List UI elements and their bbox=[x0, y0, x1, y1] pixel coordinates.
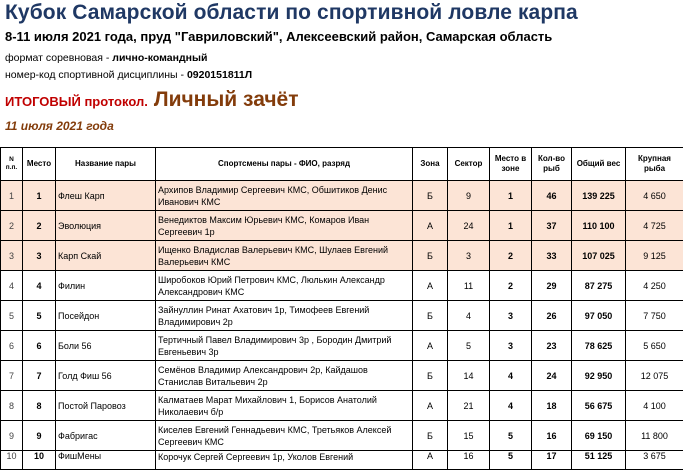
page-title: Кубок Самарской области по спортивной ловле карпа bbox=[5, 1, 578, 25]
code-line bbox=[5, 69, 252, 81]
col-header-num: N п.п. bbox=[1, 148, 23, 181]
row-team: Филин bbox=[56, 271, 156, 301]
row-team: Эволюция bbox=[56, 211, 156, 241]
format-line bbox=[5, 52, 207, 64]
row-place-in-zone: 5 bbox=[490, 451, 532, 470]
code-value: 0920151811Л bbox=[187, 69, 252, 81]
row-total-weight: 110 100 bbox=[572, 211, 626, 241]
format-value: лично-командный bbox=[112, 52, 207, 64]
row-big-fish: 4 250 bbox=[626, 271, 683, 301]
row-athletes: Калматаев Марат Михайлович 1, Борисов Анатолий Николаевич б/р bbox=[156, 391, 413, 421]
row-place: 7 bbox=[23, 361, 56, 391]
row-big-fish: 3 675 bbox=[626, 451, 683, 470]
row-total-weight: 92 950 bbox=[572, 361, 626, 391]
row-place-in-zone: 5 bbox=[490, 421, 532, 451]
row-zone: А bbox=[413, 271, 448, 301]
row-big-fish: 11 800 bbox=[626, 421, 683, 451]
row-total-weight: 69 150 bbox=[572, 421, 626, 451]
row-team: Флеш Карп bbox=[56, 181, 156, 211]
code-label: номер-код спортивной дисциплины - bbox=[5, 69, 187, 81]
table-row bbox=[1, 241, 683, 271]
row-fish-count: 37 bbox=[532, 211, 572, 241]
row-num: 1 bbox=[1, 181, 23, 211]
row-total-weight: 107 025 bbox=[572, 241, 626, 271]
col-header-place-zone: Место в зоне bbox=[490, 148, 532, 181]
row-team: Фабригас bbox=[56, 421, 156, 451]
event-subtitle: 8-11 июля 2021 года, пруд "Гавриловский", Алексеевский район, Самарская область bbox=[5, 29, 552, 44]
row-athletes: Корочук Сергей Сергеевич 1р, Уколов Евгений bbox=[156, 451, 413, 470]
row-fish-count: 16 bbox=[532, 421, 572, 451]
row-athletes: Широбоков Юрий Петрович КМС, Люлькин Александр Александрович КМС bbox=[156, 271, 413, 301]
col-header-place: Место bbox=[23, 148, 56, 181]
row-total-weight: 78 625 bbox=[572, 331, 626, 361]
table-row bbox=[1, 301, 683, 331]
row-athletes: Венедиктов Максим Юрьевич КМС, Комаров Иван Сергеевич 1р bbox=[156, 211, 413, 241]
row-big-fish: 12 075 bbox=[626, 361, 683, 391]
row-athletes: Ищенко Владислав Валерьевич КМС, Шулаев Евгений Валерьевич КМС bbox=[156, 241, 413, 271]
row-place-in-zone: 1 bbox=[490, 181, 532, 211]
row-place-in-zone: 4 bbox=[490, 361, 532, 391]
row-fish-count: 18 bbox=[532, 391, 572, 421]
col-header-sector: Сектор bbox=[448, 148, 490, 181]
col-header-weight: Общий вес bbox=[572, 148, 626, 181]
row-fish-count: 29 bbox=[532, 271, 572, 301]
row-place: 5 bbox=[23, 301, 56, 331]
table-row bbox=[1, 361, 683, 391]
row-sector: 16 bbox=[448, 451, 490, 470]
col-header-team: Название пары bbox=[56, 148, 156, 181]
row-place: 3 bbox=[23, 241, 56, 271]
row-big-fish: 4 650 bbox=[626, 181, 683, 211]
row-sector: 5 bbox=[448, 331, 490, 361]
row-sector: 4 bbox=[448, 301, 490, 331]
row-zone: Б bbox=[413, 361, 448, 391]
row-num: 7 bbox=[1, 361, 23, 391]
row-place: 4 bbox=[23, 271, 56, 301]
row-sector: 3 bbox=[448, 241, 490, 271]
row-zone: Б bbox=[413, 421, 448, 451]
row-fish-count: 24 bbox=[532, 361, 572, 391]
row-team: Постой Паровоз bbox=[56, 391, 156, 421]
row-team: Боли 56 bbox=[56, 331, 156, 361]
table-row bbox=[1, 181, 683, 211]
row-num: 10 bbox=[1, 451, 23, 470]
row-sector: 11 bbox=[448, 271, 490, 301]
protocol-type: Личный зачёт bbox=[154, 88, 299, 111]
row-sector: 24 bbox=[448, 211, 490, 241]
row-zone: Б bbox=[413, 181, 448, 211]
col-header-zone: Зона bbox=[413, 148, 448, 181]
row-athletes: Зайнуллин Ринат Ахатович 1р, Тимофеев Евгений Владимирович 2р bbox=[156, 301, 413, 331]
row-team: Посейдон bbox=[56, 301, 156, 331]
row-place: 1 bbox=[23, 181, 56, 211]
row-num: 6 bbox=[1, 331, 23, 361]
table-header-row bbox=[1, 148, 683, 181]
row-place-in-zone: 2 bbox=[490, 241, 532, 271]
row-place-in-zone: 3 bbox=[490, 331, 532, 361]
protocol-date: 11 июля 2021 года bbox=[5, 119, 114, 133]
protocol-line bbox=[5, 88, 299, 112]
row-total-weight: 87 275 bbox=[572, 271, 626, 301]
row-team: Голд Фиш 56 bbox=[56, 361, 156, 391]
table-row bbox=[1, 271, 683, 301]
col-header-athletes: Спортсмены пары - ФИО, разряд bbox=[156, 148, 413, 181]
table-row bbox=[1, 331, 683, 361]
row-zone: Б bbox=[413, 241, 448, 271]
row-sector: 21 bbox=[448, 391, 490, 421]
col-header-count: Кол-во рыб bbox=[532, 148, 572, 181]
row-place-in-zone: 3 bbox=[490, 301, 532, 331]
row-place: 8 bbox=[23, 391, 56, 421]
row-zone: А bbox=[413, 331, 448, 361]
row-num: 8 bbox=[1, 391, 23, 421]
row-num: 4 bbox=[1, 271, 23, 301]
row-place-in-zone: 2 bbox=[490, 271, 532, 301]
row-athletes: Киселев Евгений Геннадьевич КМС, Третьяков Алексей Сергеевич КМС bbox=[156, 421, 413, 451]
row-num: 5 bbox=[1, 301, 23, 331]
row-big-fish: 5 650 bbox=[626, 331, 683, 361]
row-athletes: Архипов Владимир Сергеевич КМС, Обшитиков Денис Иванович КМС bbox=[156, 181, 413, 211]
row-zone: А bbox=[413, 391, 448, 421]
row-team: Карп Скай bbox=[56, 241, 156, 271]
row-num: 9 bbox=[1, 421, 23, 451]
row-fish-count: 23 bbox=[532, 331, 572, 361]
table-row bbox=[1, 211, 683, 241]
table-row bbox=[1, 421, 683, 451]
row-fish-count: 17 bbox=[532, 451, 572, 470]
row-place: 2 bbox=[23, 211, 56, 241]
table-row bbox=[1, 451, 683, 470]
row-total-weight: 139 225 bbox=[572, 181, 626, 211]
row-place-in-zone: 4 bbox=[490, 391, 532, 421]
row-place: 9 bbox=[23, 421, 56, 451]
row-big-fish: 9 125 bbox=[626, 241, 683, 271]
row-total-weight: 97 050 bbox=[572, 301, 626, 331]
row-fish-count: 46 bbox=[532, 181, 572, 211]
row-total-weight: 51 125 bbox=[572, 451, 626, 470]
row-sector: 15 bbox=[448, 421, 490, 451]
row-sector: 9 bbox=[448, 181, 490, 211]
col-header-big: Крупная рыба bbox=[626, 148, 683, 181]
protocol-label: ИТОГОВЫЙ протокол. bbox=[5, 94, 148, 109]
row-num: 2 bbox=[1, 211, 23, 241]
row-sector: 14 bbox=[448, 361, 490, 391]
row-zone: А bbox=[413, 211, 448, 241]
row-place: 6 bbox=[23, 331, 56, 361]
row-zone: Б bbox=[413, 301, 448, 331]
row-place: 10 bbox=[23, 451, 56, 470]
row-big-fish: 4 725 bbox=[626, 211, 683, 241]
results-table bbox=[0, 147, 683, 470]
table-row bbox=[1, 391, 683, 421]
row-team: ФишМены bbox=[56, 451, 156, 470]
row-zone: А bbox=[413, 451, 448, 470]
row-total-weight: 56 675 bbox=[572, 391, 626, 421]
row-athletes: Семёнов Владимир Александрович 2р, Кайдашов Станислав Витальевич 2р bbox=[156, 361, 413, 391]
row-place-in-zone: 1 bbox=[490, 211, 532, 241]
row-num: 3 bbox=[1, 241, 23, 271]
row-fish-count: 26 bbox=[532, 301, 572, 331]
row-big-fish: 7 750 bbox=[626, 301, 683, 331]
row-athletes: Тертичный Павел Владимирович 3р , Бородин Дмитрий Евгеньевич 3р bbox=[156, 331, 413, 361]
row-fish-count: 33 bbox=[532, 241, 572, 271]
format-label: формат соревновая - bbox=[5, 52, 112, 64]
row-big-fish: 4 100 bbox=[626, 391, 683, 421]
